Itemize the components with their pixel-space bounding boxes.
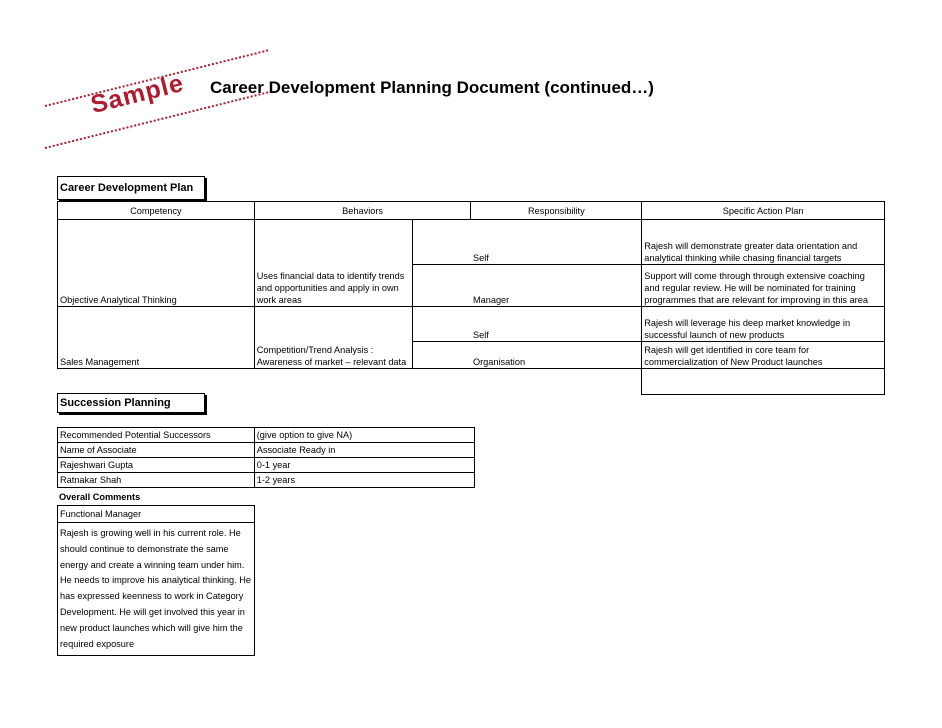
- succession-table: [57, 427, 475, 488]
- table-row: [58, 473, 475, 488]
- responsibility-cell: Manager: [471, 265, 642, 307]
- overall-comments-label: Overall Comments: [59, 492, 141, 502]
- responsibility-cell: Self: [471, 220, 642, 265]
- succession-cell: 1-2 years: [254, 473, 474, 488]
- action-plan-cell: [642, 369, 885, 395]
- sample-watermark-text: Sample: [87, 68, 187, 120]
- action-plan-cell: Support will come through through extensive coaching and regular review. He will be nominated for training programmes that are relevant for improving in this area: [642, 265, 885, 307]
- functional-manager-label: Functional Manager: [58, 506, 254, 523]
- table-row: [58, 369, 885, 395]
- column-header-competency: Competency: [58, 202, 255, 220]
- functional-manager-comment: Rajesh is growing well in his current role. He should continue to demonstrate the same energy and create a winning team under him. He needs to improve his analytical thinking. He has expressed keenness to work in Category Development. He will get involved this year in new product launches which will give him the required exposure: [60, 528, 251, 649]
- succession-heading: Succession Planning: [57, 393, 205, 413]
- competency-cell: Objective Analytical Thinking: [58, 220, 255, 307]
- succession-cell: Name of Associate: [58, 443, 255, 458]
- competency-cell: Sales Management: [58, 307, 255, 369]
- functional-manager-box: [57, 505, 255, 656]
- column-header-behaviors: Behaviors: [254, 202, 471, 220]
- responsibility-cell: Organisation: [471, 342, 642, 369]
- column-header-action-plan: Specific Action Plan: [642, 202, 885, 220]
- table-row: [58, 220, 885, 265]
- behaviors-cell: Uses financial data to identify trends and opportunities and apply in own work areas: [254, 220, 412, 307]
- table-row: [58, 458, 475, 473]
- action-plan-cell: Rajesh will leverage his deep market knowledge in successful launch of new products: [642, 307, 885, 342]
- succession-cell: (give option to give NA): [254, 428, 474, 443]
- succession-cell: Recommended Potential Successors: [58, 428, 255, 443]
- career-plan-heading: Career Development Plan: [57, 176, 205, 200]
- table-row: [58, 307, 885, 342]
- succession-cell: Ratnakar Shah: [58, 473, 255, 488]
- table-row: [58, 428, 475, 443]
- page-title: Career Development Planning Document (continued…): [210, 78, 654, 97]
- column-header-responsibility: Responsibility: [471, 202, 642, 220]
- succession-cell: 0-1 year: [254, 458, 474, 473]
- behaviors-cell: Competition/Trend Analysis : Awareness of market – relevant data: [254, 307, 412, 369]
- succession-cell: Rajeshwari Gupta: [58, 458, 255, 473]
- succession-cell: Associate Ready in: [254, 443, 474, 458]
- table-row: [58, 443, 475, 458]
- table-header-row: [58, 202, 885, 220]
- career-plan-table: [57, 201, 885, 395]
- action-plan-cell: Rajesh will demonstrate greater data orientation and analytical thinking while chasing financial targets: [642, 220, 885, 265]
- responsibility-cell: Self: [471, 307, 642, 342]
- action-plan-cell: Rajesh will get identified in core team for commercialization of New Product launches: [642, 342, 885, 369]
